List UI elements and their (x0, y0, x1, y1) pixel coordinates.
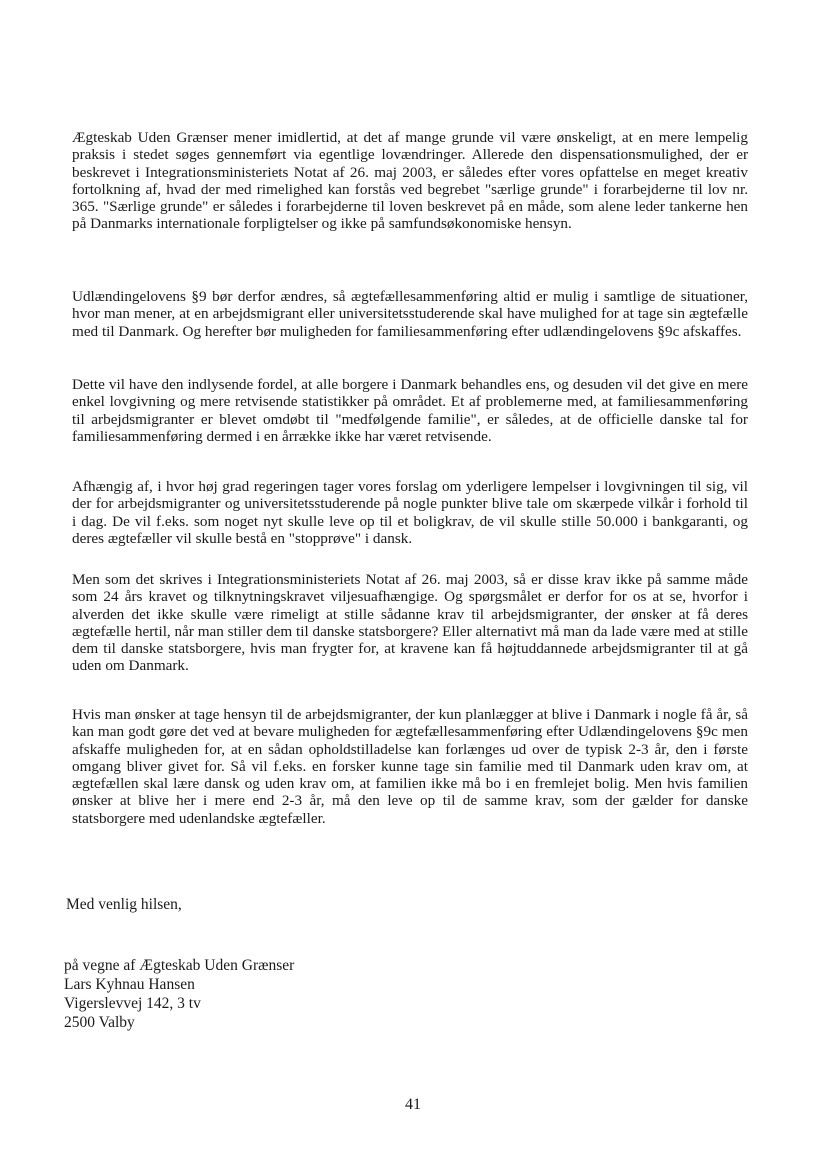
body-paragraph-3: Dette vil have den indlysende fordel, at alle borgere i Danmark behandles ens, og desuden vil det give en mere enkel lovgivning og mere retvisende statistikker på området. Et af problemerne med, at familiesammenføring til arbejdsmigranter er blevet omdøbt til "medfølgende familie", er således, at de officielle danske tal for familiesammenføring dermed i en årrække ikke har været retvisende. (72, 376, 748, 445)
page-number: 41 (405, 1096, 421, 1113)
signature-on-behalf: på vegne af Ægteskab Uden Grænser (64, 957, 295, 974)
signature-block (64, 956, 294, 1032)
signature-city: 2500 Valby (64, 1014, 135, 1031)
body-paragraph-2: Udlændingelovens §9 bør derfor ændres, så ægtefællesammenføring altid er mulig i samtlige de situationer, hvor man mener, at en arbejdsmigrant eller universitetsstuderende skal have mulighed for at tage sin ægtefælle med til Danmark. Og herefter bør muligheden for familiesammenføring efter udlændingelovens §9c afskaffes. (72, 288, 748, 340)
closing-greeting: Med venlig hilsen, (66, 896, 182, 913)
body-paragraph-6: Hvis man ønsker at tage hensyn til de arbejdsmigranter, der kun planlægger at blive i Danmark i nogle få år, så kan man godt gøre det ved at bevare muligheden for ægtefællesammenføring efter Udlændingelovens §9c men afskaffe muligheden for, at en sådan opholdstilladelse kan forlænges ud over de typisk 2-3 år, den i første omgang bliver givet for. Så vil f.eks. en forsker kunne tage sin familie med til Danmark uden krav om, at ægtefællen skal lære dansk og uden krav om, at familien ikke må bo i en fremlejet bolig. Men hvis familien ønsker at blive her i mere end 2-3 år, må den leve op til de samme krav, som der gælder for danske statsborgere med udenlandske ægtefæller. (72, 706, 748, 827)
body-paragraph-5: Men som det skrives i Integrationsministeriets Notat af 26. maj 2003, så er disse krav ikke på samme måde som 24 års kravet og tilknytningskravet viljesuafhængige. Og spørgsmålet er derfor for os at se, hvorfor i alverden det ikke skulle være rimeligt at stille sådanne krav til arbejdsmigranter, der ønsker at få deres ægtefælle hertil, når man stiller dem til danske statsborgere? Eller alternativt må man da lade være med at stille dem til danske statsborgere, hvis man frygter for, at kravene kan få højtuddannede arbejdsmigranter til at gå uden om Danmark. (72, 571, 748, 675)
body-paragraph-4: Afhængig af, i hvor høj grad regeringen tager vores forslag om yderligere lempelser i lovgivningen til sig, vil der for arbejdsmigranter og universitetsstuderende på nogle punkter blive tale om skærpede vilkår i forhold til i dag. De vil f.eks. som noget nyt skulle leve op til et boligkrav, de vil skulle stille 50.000 i bankgaranti, og deres ægtefæller vil skulle bestå en "stopprøve" i dansk. (72, 478, 748, 547)
signature-street: Vigerslevvej 142, 3 tv (64, 995, 201, 1012)
body-paragraph-1: Ægteskab Uden Grænser mener imidlertid, at det af mange grunde vil være ønskeligt, at en mere lempelig praksis i stedet søges gennemført via egentlige lovændringer. Allerede den dispensationsmulighed, der er beskrevet i Integrationsministeriets Notat af 26. maj 2003, er således efter vores opfattelse en meget kreativ fortolkning af, hvad der med rimelighed kan forstås ved begrebet "særlige grunde" i forarbejderne til lov nr. 365. "Særlige grunde" er således i forarbejderne til loven beskrevet på en måde, som alene leder tankerne hen på Danmarks internationale forpligtelser og ikke på samfundsøkonomiske hensyn. (72, 129, 748, 233)
signature-name: Lars Kyhnau Hansen (64, 976, 195, 993)
